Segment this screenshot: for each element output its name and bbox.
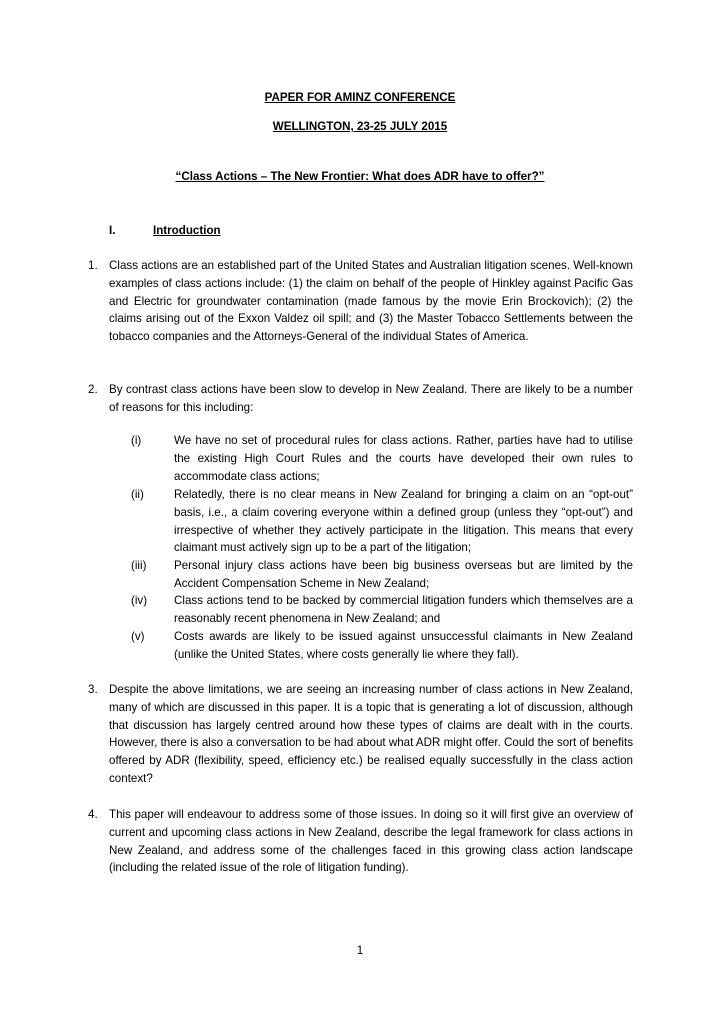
reason-number: (i) — [131, 434, 142, 447]
reason-number: (v) — [131, 630, 145, 643]
paragraph-1 — [88, 257, 633, 346]
reason-item — [109, 486, 633, 557]
reason-number: (iv) — [131, 594, 148, 607]
reason-text: Personal injury class actions have been big business overseas but are limited by the Accident Compensation Scheme in New Zealand; — [174, 559, 633, 590]
paragraph-4 — [88, 806, 633, 877]
paragraph-text: By contrast class actions have been slow to develop in New Zealand. There are likely to be a number of reasons for this including: — [109, 383, 633, 414]
reason-text: Relatedly, there is no clear means in New Zealand for bringing a claim on an “opt-out” basis, i.e., a claim covering everyone within a defined group (unless they “opt-out”) and irrespective of whether they actively participate in the litigation. This means that every claimant must actively sign up to be a part of the litigation; — [174, 488, 633, 555]
paragraph-number: 3. — [88, 683, 98, 696]
reason-text: Class actions tend to be backed by commercial litigation funders which themselves are a reasonably recent phenomena in New Zealand; and — [174, 594, 633, 625]
paragraph-text: Class actions are an established part of the United States and Australian litigation scenes. Well-known examples of class actions include: (1) the claim on behalf of the people of Hinkley against Pacific Gas and Electric for groundwater contamination (made famous by the movie Erin Brockovich); (2) the claims arising out of the Exxon Valdez oil spill; and (3) the Master Tobacco Settlements between the tobacco companies and the Attorneys-General of the individual States of America. — [109, 259, 633, 344]
paper-heading: PAPER FOR AMINZ CONFERENCE — [264, 91, 456, 104]
reason-item — [109, 628, 633, 664]
paragraph-number: 2. — [88, 383, 98, 396]
reason-item — [109, 557, 633, 593]
reason-text: Costs awards are likely to be issued against unsuccessful claimants in New Zealand (unlike the United States, where costs generally lie where they fall). — [174, 630, 633, 661]
reason-text: We have no set of procedural rules for class actions. Rather, parties have had to utilise the existing High Court Rules and the courts have developed their own rules to accommodate class actions; — [174, 434, 633, 483]
page-number: 1 — [356, 944, 364, 957]
paragraph-text: Despite the above limitations, we are seeing an increasing number of class actions in New Zealand, many of which are discussed in this paper. It is a topic that is generating a lot of discussion, although that discussion has largely centred around how these types of claims are dealt with in the courts. However, there is also a conversation to be had about what ADR might offer. Could the sort of benefits offered by ADR (flexibility, speed, efficiency etc.) be realised equally successfully in the class action context? — [109, 683, 633, 785]
paragraph-2 — [88, 381, 633, 417]
reason-number: (ii) — [131, 488, 144, 501]
paragraph-3 — [88, 681, 633, 788]
reason-number: (iii) — [131, 559, 147, 572]
paragraph-text: This paper will endeavour to address some of those issues. In doing so it will first give an overview of current and upcoming class actions in New Zealand, describe the legal framework for class actions in New Zealand, and address some of the challenges faced in this growing class action landscape (including the related issue of the role of litigation funding). — [109, 808, 633, 875]
paper-title: “Class Actions – The New Frontier: What does ADR have to offer?” — [175, 170, 545, 183]
reason-item — [109, 592, 633, 628]
paragraph-number: 4. — [88, 808, 98, 821]
reason-item — [109, 432, 633, 485]
paragraph-number: 1. — [88, 259, 98, 272]
section-title: Introduction — [153, 224, 221, 237]
section-number: I. — [109, 224, 116, 237]
conference-location: WELLINGTON, 23-25 JULY 2015 — [272, 120, 448, 133]
